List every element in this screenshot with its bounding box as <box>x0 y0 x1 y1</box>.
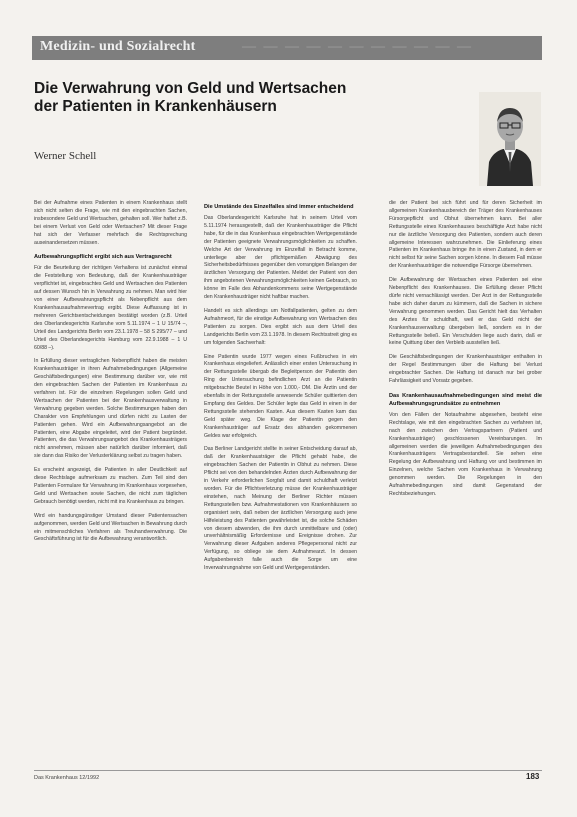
body-paragraph: Das Oberlandesgericht Karlsruhe hat in seinem Urteil vom 5.11.1974 herausgestellt, daß der Krankenhausträger die Pflicht habe, für die in das Krankenhaus eingebrachten Wertgegenstände der Patienten geeignete Verwahrungsmöglichkeiten zu schaffen. Welche Art der Verwahrung im Einzelfall in Betracht komme, unterliege aber der pflichtgemäßen Abwägung des Sicherheitsbedürfnisses gegenüber den vorrangigen Belangen der ärztlichen Versorgung der Patienten. Meldet der Patient von den ihm angebotenen Verwahrungsmöglichkeiten keinen Gebrauch, so könne im Falle des Abhandenkommens seine Wertgegenstände den Krankenhausträger nicht haftbar machen. <box>204 215 357 301</box>
section-heading: Die Umstände des Einzelfalles sind immer entscheidend <box>204 204 354 210</box>
portrait-image <box>479 92 541 186</box>
text-column-3 <box>389 200 542 505</box>
article-title: Die Verwahrung von Geld und Wertsachen der Patienten in Krankenhäusern <box>34 80 347 115</box>
body-paragraph: Für die Beurteilung der richtigen Verhaltens ist zunächst einmal die Feststellung von Bedeutung, daß der Krankenhausträger verpflichtet ist, eingebrachtes Geld und Wertsachen des Patienten auf dessen Wunsch hin in Verwahrung zu nehmen. Man wird hier von einer Aufbewahrungspflicht als Nebenpflicht aus dem Krankenhausaufnahmevertrag ergibt. Diese Auffassung ist in mehreren Gerichtsentscheidungen bestätigt worden (z.B. Urteil des Oberlandesgerichts Karlsruhe vom 5.11.1974 – 1 U 15/74 –, Urteil des Landgerichts Berlin vom 23.1.1978 – 58 S 295/77 – und Urteil des Oberlandesgerichts Hamburg vom 22.9.1988 – 1 U 60/88 –). <box>34 265 187 351</box>
body-paragraph: Es erscheint angezeigt, die Patienten in aller Deutlichkeit auf diese Rechtslage aufmerksam zu machen. Zum Teil sind den Patienten Formulare für Verwahrung im Krankenhaus vorgesehen, Geld und Wertsachen sowie Sachen, die nicht zum täglichen Gebrauch benötigt werden, nicht mit ins Krankenhaus zu bringen. <box>34 467 187 505</box>
body-paragraph: Wird ein handungsgünstiger Umstand dieser Patientensachen aufgenommen, werden Geld und Wertsachen in Bewahrung durch ein mitmenschliches Verfahren als Treuhandverwahrung. Die Geschäftsführung ist für die Aufbewahrung verantwortlich. <box>34 512 187 543</box>
body-paragraph: Die Geschäftsbedingungen der Krankenhausträger enthalten in der Regel Bestimmungen über die Haftung bei Verlust eingebrachter Sachen. Die Haftung ist danach nur bei grober Fahrlässigkeit und Vorsatz gegeben. <box>389 354 542 385</box>
section-banner <box>32 36 542 60</box>
author-photo <box>479 92 541 186</box>
body-paragraph: Handelt es sich allerdings um Notfallpatienten, gelten zu dem Aufnahmeort, für die einstige Aufbewahrung von Wertsachen des Patienten zu sorgen. Dies ergibt sich aus dem Urteil des Landgerichts Berlin vom 23.1.1978. In diesem Rechtsstreit ging es um folgenden Sachverhalt: <box>204 307 357 346</box>
page-number: 183 <box>526 772 540 781</box>
article-author: Werner Schell <box>34 150 97 162</box>
text-column-2 <box>204 200 357 579</box>
text-column-1 <box>34 200 187 550</box>
section-label: Medizin- und Sozialrecht <box>40 39 196 54</box>
section-heading: Aufbewahrungspflicht ergibt sich aus Vertragsrecht <box>34 254 172 261</box>
body-paragraph: Eine Patientin wurde 1977 wegen eines Fußbruches in ein Krankenhaus eingeliefert. Anlässlich einer ersten Untersuchung in der Rettungsstelle übergab die Begleitperson der Patientin den Ring der Untersuchung befindlichen Arzt an die Patientin mitgebrachte Beutel in Höhe von 1.000,- DM. Die Ärztin und der ebenfalls in der Rettungsstelle anwesende Schüler quittierten den Empfang des Geldes. Der Schüler legte das Geld in einen in der Rettungsstelle stehenden Kasten. Aus diesem Kasten kam das Geld später weg. Die Klage der Patientin gegen den Krankenhausträger auf Ersatz des abhanden gekommenen Geldes war erfolgreich. <box>204 353 357 439</box>
body-paragraph: Die Aufbewahrung der Wertsachen eines Patienten sei eine Nebenpflicht des Krankenhauses. Die Erfüllung dieser Pflicht dürfe nicht vernachlässigt werden. Der Arzt in der Rettungsstelle habe sich daher darum zu kümmern, daß die Sachen in sichere Verwahrung genommen werden. Das Gericht hielt das Verhalten des Arztes für schuldhaft, weil er das Geld nicht der Krankenhausverwaltung übergeben ließ, sondern es in der Rettungsstelle beließ. Ein Verschulden liege auch darin, daß er keine Quittung über den Verbleib ausstellen ließ. <box>389 277 542 347</box>
body-paragraph: die der Patient bei sich führt und für deren Sicherheit im allgemeinen Krankenhausbereich der Träger des Krankenhauses Fürsorgepflicht und Obhut übernehmen kann. Bei aller Rettungsstelle eines Krankenhauses beschäftigte Arzt habe nicht nur die ärztliche Versorgung des Patienten, sondern auch deren allgemeine Interessen wahrzunehmen. Die Einlieferung eines Patienten im Krankenhaus bringe ihn in einen Zustand, in dem er nicht selbst für seine Sachen sorgen könne. In diesem Fall müsse der Krankenhausträger die notwendige Fürsorge übernehmen. <box>389 200 542 270</box>
body-paragraph: Das Berliner Landgericht stellte in seiner Entscheidung darauf ab, daß der Krankenhausträger die Pflicht gehabt habe, die eingebrachten Sachen der Patientin in Obhut zu nehmen. Diese Pflicht sei von den behandelnden Ärzten durch Aufbewahrung der in Verkehr erforderlichen Sorgfalt und damit schuldhaft verletzt worden. Für die Pflichtverletzung müsse der Krankenhausträger einstehen, nach Meinung der Berliner Richter müssen Rettungsstellen bzw. Aufnahmestationen von Krankenhäusern so organisiert sein, daß neben der ärztlichen Versorgung auch jene Hilfeleistung des Patienten gewährleistet ist, die solche Schäden von diesem abwenden, die ihm durch unmittelbare und (oder) unverhältnismäßig Erfordernisse und Ereignisse drohen. Zur Verwahrung dieser Aufgaben anderes Pflegepersonal nicht zur Verfügung, so obliege sie dem Aufnahmearzt. In dessen Aufgabenbereich falle auch die Sorge um eine Inverwahrungnahme von Geld und Wertgegenständen. <box>204 446 357 572</box>
footer-rule <box>34 770 542 771</box>
banner-pattern: — — — — — — — — — — — <box>242 39 473 54</box>
body-paragraph: Von den Fällen der Notaufnahme abgesehen, besteht eine Rechtslage, wie mit den eingebrachten Sachen zu verfahren ist, nach den zwischen den Vertragspartnern (Patient und Krankenhausträger) geschlossenen Vereinbarungen. Im allgemeinen werden die jeweiligen Aufnahmebedingungen des Krankenhausträgers Vertragsbestandteil. Sie sehen eine Regelung der Aufbewahrung und Haftung vor und bestimmen im Einzelnen, welche Sachen vom Krankenhaus in Verwahrung genommen werden. Die Regelungen in den Aufnahmebedingungen sind damit Gegenstand der Rechtsbeziehungen. <box>389 411 542 497</box>
body-paragraph: In Erfüllung dieser vertraglichen Nebenpflicht haben die meisten Krankenhausträger in ihren Aufnahmebedingungen (Allgemeine Geschäftsbedingungen) eine Bestimmung darüber vor, wie mit den eingebrachten Sachen der Patienten im Krankenhaus zu verfahren ist. Für die einzelnen Regelungen sollen Geld und Wertsachen der Patienten bei der Krankenhausverwaltung in Verwahrung gegeben werden. Solche Bestimmungen haben den Charakter von Empfehlungen und dürfen nicht zu Lasten der Patienten gehen. Wird ein Aufbewahrungsangebot an die Patienten, eine Abgabe eingeleitet, wird der Patient begründet. Patienten, die das Verwahrungsangebot des Krankenhausträgers nicht annehmen, müssen aber natürlich darüber informiert, daß sie dann das Risiko der Verlusterklärung selbst zu tragen haben. <box>34 358 187 460</box>
body-paragraph: Bei der Aufnahme eines Patienten in einem Krankenhaus stellt sich nicht selten die Frage, wie mit den eingebrachten Sachen, insbesondere Geld und Wertsachen, gehalten soll. Wer haftet z.B. bei einem Verlust von Geld oder Wertsachen? Mit dieser Frage hat sich der Verfasser mehrfach die Rechtsprechung auseinandersetzen müssen. <box>34 200 187 246</box>
journal-reference: Das Krankenhaus 12/1992 <box>34 775 100 781</box>
section-heading: Das Krankenhausaufnahmebedingungen sind meist die Aufbewahrungsgrundsätze zu entnehmen <box>389 392 542 407</box>
